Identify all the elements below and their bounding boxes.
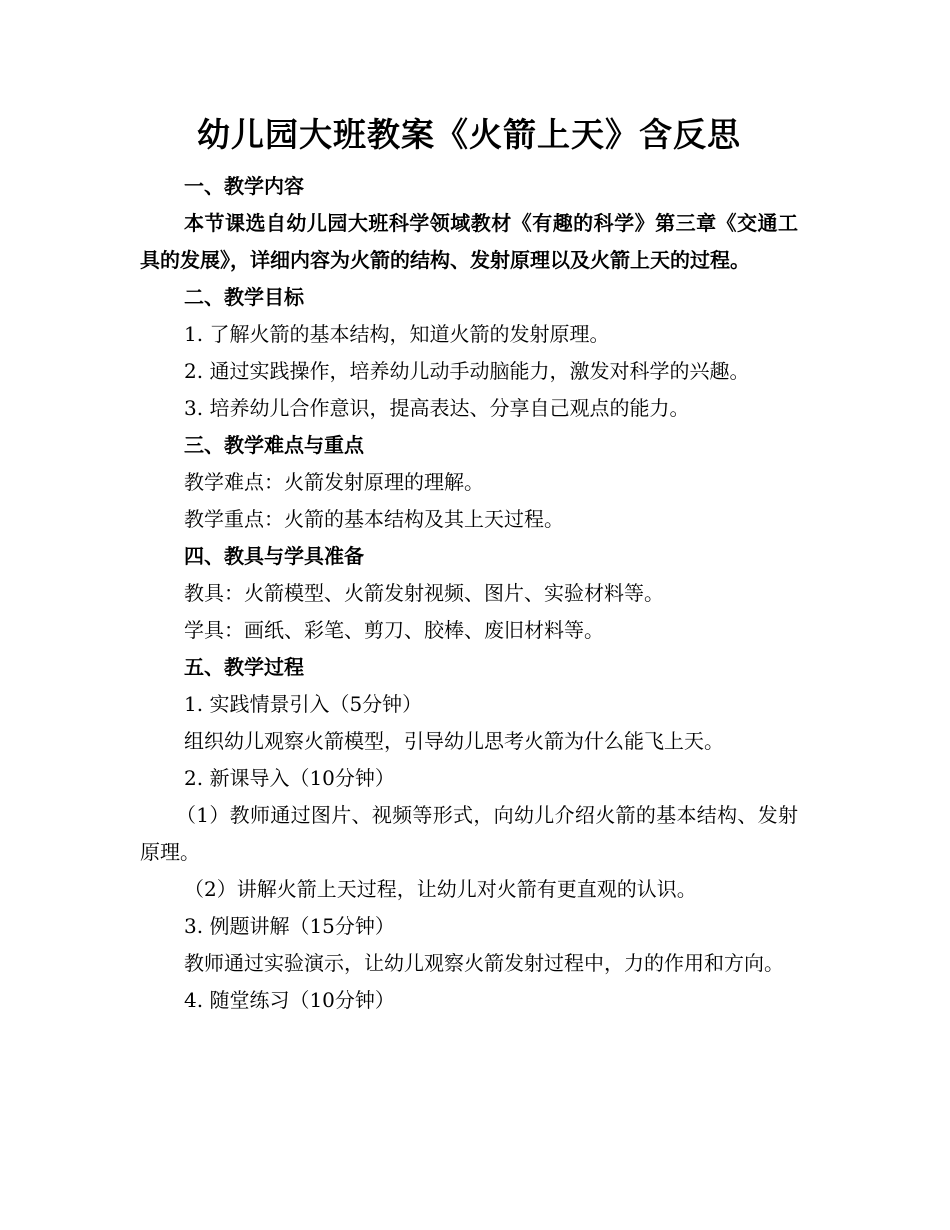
- section-heading-difficulties: 三、教学难点与重点: [184, 433, 364, 457]
- process-step-heading: 4. 随堂练习（10分钟）: [184, 988, 395, 1012]
- goal-item: 2. 通过实践操作，培养幼儿动手动脑能力，激发对科学的兴趣。: [184, 359, 750, 383]
- process-step-heading: 1. 实践情景引入（5分钟）: [184, 692, 423, 716]
- process-step-text: 教师通过实验演示，让幼儿观察火箭发射过程中，力的作用和方向。: [184, 951, 784, 975]
- section-heading-materials: 四、教具与学具准备: [184, 544, 364, 568]
- difficulty-item: 教学难点：火箭发射原理的理解。: [184, 470, 484, 494]
- key-point-item: 教学重点：火箭的基本结构及其上天过程。: [184, 507, 564, 531]
- process-step-heading: 2. 新课导入（10分钟）: [184, 766, 395, 790]
- section-heading-process: 五、教学过程: [184, 655, 304, 679]
- process-step-text: （1）教师通过图片、视频等形式，向幼儿介绍火箭的基本结构、发射原理。: [140, 803, 798, 864]
- teaching-aids-item: 教具：火箭模型、火箭发射视频、图片、实验材料等。: [184, 581, 664, 605]
- document-title: 幼儿园大班教案《火箭上天》含反思: [197, 115, 741, 154]
- section-heading-teaching-content: 一、教学内容: [184, 174, 304, 198]
- process-step-text: （2）讲解火箭上天过程，让幼儿对火箭有更直观的认识。: [184, 877, 697, 901]
- goal-item: 3. 培养幼儿合作意识，提高表达、分享自己观点的能力。: [184, 396, 690, 420]
- goal-item: 1. 了解火箭的基本结构，知道火箭的发射原理。: [184, 322, 610, 346]
- teaching-content-paragraph: 本节课选自幼儿园大班科学领域教材《有趣的科学》第三章《交通工具的发展》，详细内容为火箭的结构、发射原理以及火箭上天的过程。: [140, 211, 798, 272]
- document-body: [140, 112, 798, 1019]
- process-step-text: 组织幼儿观察火箭模型，引导幼儿思考火箭为什么能飞上天。: [184, 729, 724, 753]
- learning-tools-item: 学具：画纸、彩笔、剪刀、胶棒、废旧材料等。: [184, 618, 604, 642]
- process-step-heading: 3. 例题讲解（15分钟）: [184, 914, 395, 938]
- section-heading-teaching-goals: 二、教学目标: [184, 285, 304, 309]
